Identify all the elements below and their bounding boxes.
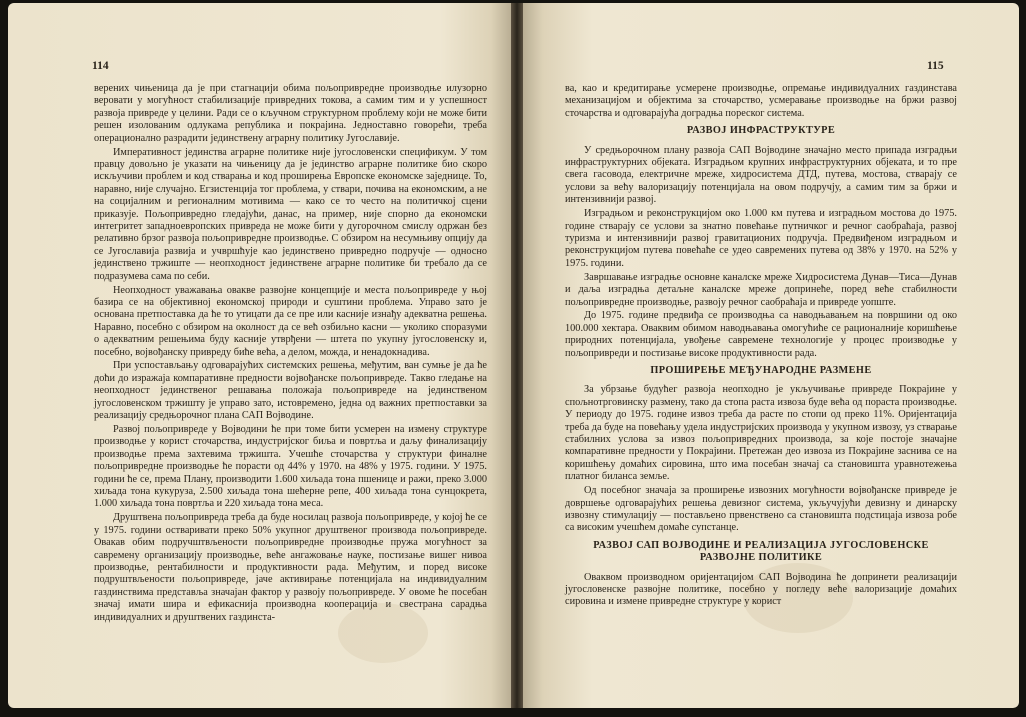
paragraph: Изградњом и реконструкцијом око 1.000 км путева и изградњом мостова до 1975. године стварају се услови за знатно повећање путничког и речног саобраћаја, развој туризма и интензивнији развој гравитационих подручја. Предвиђеном изградњом и реконструкцијом путева повећаће се удео савремених путева од 38% у 1970. на 52% у 1975. години. [565, 208, 957, 269]
paragraph: За убрзање будућег развоја неопходно је укључивање привреде Покрајине у спољнотрговинску размену, тако да стопа раста извоза буде већа од пораста производње. У периоду до 1975. године извоз треба да расте по стопи од преко 11%. Оријентација треба да буде на повећању удела индустријских производа у укупном извозу, уз стварање стабилних услова за извоз пољопривредних производа, за које постоје значајне компаративне предности у Покрајини. Претежан део извоза из Покрајине заснива се на коришћењу домаћих сировина, што има посебан значај са становишта уравнотежења платног биланса земље. [565, 384, 957, 483]
paragraph: Развој пољопривреде у Војводини ће при томе бити усмерен на измену структуре производње у корист сточарства, индустријског биља и повртља и даљу финализацију производње према захтевима тржишта. Учешће сточарства у структури финалне пољопривредне производње ће порасти од 44% у 1970. на 48% у 1975. години. У 1975. години ће се, према Плану, производити 1.600 хиљада тона пшенице и ражи, преко 3.000 хиљада тона кукуруза, 2.500 хиљада тона шећерне репе, 400 хиљада тона сунцокрета, 1.000 хиљада тона повртља и 220 хиљада тона меса. [94, 423, 487, 510]
left-page [8, 3, 511, 708]
paragraph: Од посебног значаја за проширење извозних могућности војвођанске привреде је довршење одговарајућих решења девизног система, укључујући девизну и динарску извозну стимулацију — постављено првенствено са становишта подстицаја извоза робе са високим учешћем домаће супстанце. [565, 485, 957, 534]
page-number: 115 [927, 60, 944, 72]
section-heading: ПРОШИРЕЊЕ МЕЂУНАРОДНЕ РАЗМЕНЕ [650, 365, 872, 377]
right-page-body [565, 83, 957, 610]
paragraph: Оваквом производном оријентацијом САП Војводина ће допринети реализацији југословенске развојне политике, посебно у погледу веће валоризације домаћих сировина и измене привредне структуре у корист [565, 571, 957, 608]
paragraph: Друштвена пољопривреда треба да буде носилац развоја пољопривреде, у којој ће се у 1975. години остваривати преко 50% укупног друштвеног производа пољопривреде. Овакав обим подручштвљености пољопривредне производње пружа могућност за савремену организацију производње, веће ангажовање науке, постизање вишег нивоа производње, рентабилности и продуктивности рада. Међутим, и поред високе подруштвљености пољопривреде, јаче активирање потенцијала на индивидуалним газдинствима представља значајан фактор у развоју пољопривреде. У овоме ће посебан значај имати шира и ефикаснија производна кооперација и свестрана сарадња индивидуалних и друштвених газдинста- [94, 512, 487, 623]
left-page-body [94, 83, 487, 625]
paragraph: ва, као и кредитирање усмерене производње, опремање индивидуалних газдинстава механизацијом и објектима за сточарство, усмеравање производње на бржи развој сточарства и одговарајућа доградња пореског система. [565, 83, 957, 119]
paragraph: Завршавање изградње основне каналске мреже Хидросистема Дунав—Тиса—Дунав и даља изградња детаљне каналске мреже допринеће, поред веће стабилности пољопривредне производње, развоју речног саобраћаја и привреде уопште. [565, 271, 957, 308]
paragraph: верених чињеница да је при стагнацији обима пољопривредне производње илузорно веровати у могућност стабилизације привредних токова, а самим тим и у успешност развоја привреде у целини. Ради се о кључном структурном проблему који не може бити решен изолованим одлукама република и покрајина. Једноставно говорећи, треба операционално разрадити јединствену аграрну политику Југославије. [94, 83, 487, 144]
paragraph: Императивност јединства аграрне политике није југословенски спецификум. У том правцу довољно је указати на чињеницу да је јединство аграрне политике био скоро искључиви проблем и код стварања и код проширења Европске економске заједнице. То, наравно, није случајно. Егзистенција тог проблема, у ствари, почива на економским, а не на социјалним и регионалним мотивима — како се то често на политичкој сцени приказује. Пољопривредно гледајући, данас, на пример, није спорно да економски интегритет западноевропских привреда не може бити у дугорочном смислу одржан без релативно брзог развоја пољопривредне производње. С обзиром на несумњиву опцију да се Југославија развија и учвршћује као јединствено привредно подручје — односно јединствено тржиште — неопходност јединствене аграрне политике би требало да се подразумева сама по себи. [94, 146, 487, 282]
book-gutter [511, 3, 523, 708]
page-number: 114 [92, 60, 109, 72]
section-heading: РАЗВОЈ ИНФРАСТРУКТУРЕ [686, 125, 836, 137]
paragraph: До 1975. године предвиђа се производња са наводњавањем на површини од око 100.000 хектара. Оваквим обимом наводњавања омогућиће се рационалније коришћење природних потенцијала, увођење савремене технологије у процес производње у пољопривреди и постизање високе продуктивности рада. [565, 310, 957, 359]
right-page [523, 3, 1019, 708]
paragraph: Неопходност уважавања овакве развојне концепције и места пољопривреде у њој базира се на објективној економској природи и суштини проблема. Управо зато је основана претпоставка да ће то утицати да се пре или касније изнађу адекватна решења. Наравно, посебно с обзиром на околност да се већ озбиљно касни — уколико споразуми о адекватним решењима буду касније утврђени — штета по укупну југословенску и, посебно, војвођанску привреду биће већа, а делом, можда, и ненадокнадива. [94, 284, 487, 358]
paragraph: У средњорочном плану развоја САП Војводине значајно место припада изградњи инфраструктурних објеката. Изградњом крупних инфраструктурних објеката, и то пре свега гасовода, електричне мреже, хидросистема ДТД, путева, мостова, стварају се услови за већу валоризацију потенцијала на овом подручју, а самим тим за бржи и интензивнији развој. [565, 144, 957, 206]
paragraph: При успостављању одговарајућих системских решења, међутим, ван сумње је да ће доћи до изражаја компаративне предности војвођанске пољопривреде. Такво гледање на неопходност јединственог решавања положаја пољопривреде на јединственом југословенском тржишту је управо зато, истовремено, једна од важних претпоставки за реализацију средњорочног плана САП Војводине. [94, 360, 487, 422]
section-heading: РАЗВОЈ САП ВОЈВОДИНЕ И РЕАЛИЗАЦИЈА ЈУГОСЛОВЕНСКЕ РАЗВОЈНЕ ПОЛИТИКЕ [593, 539, 929, 564]
